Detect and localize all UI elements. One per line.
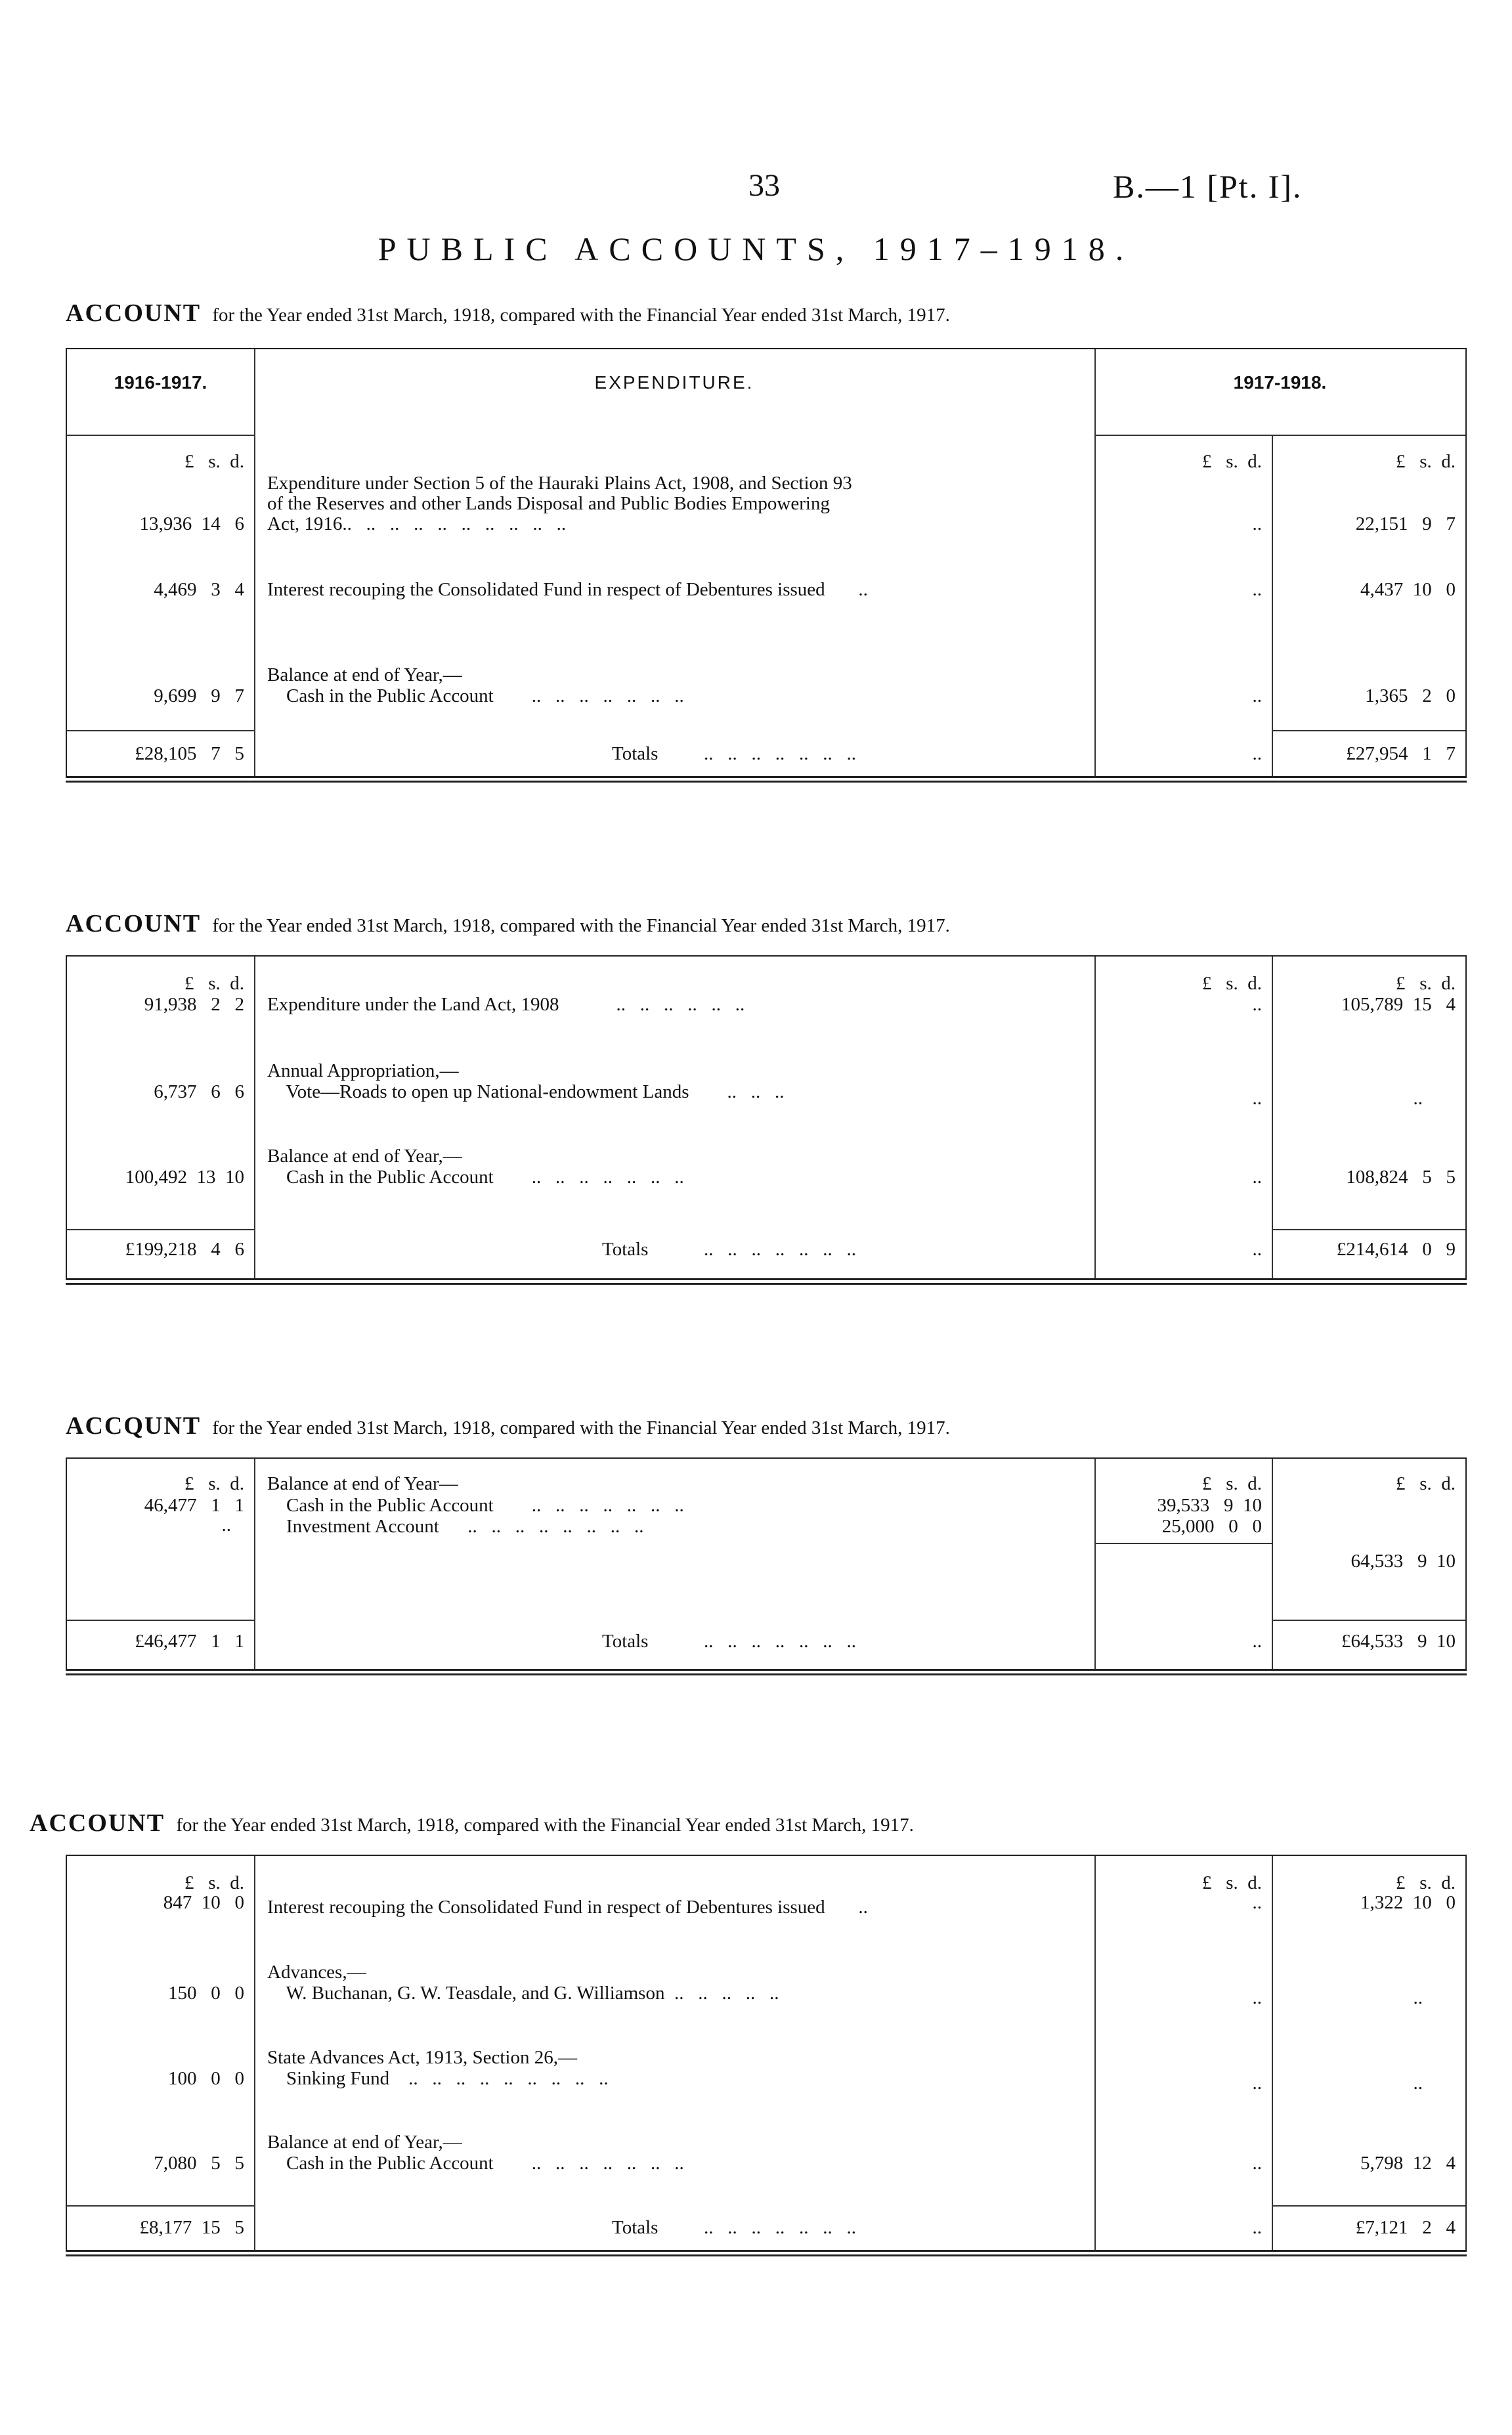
- cur-amount: 4,437 10 0: [1360, 579, 1456, 600]
- mid-amount: ..: [1252, 1987, 1262, 2008]
- prev-amount: 13,936 14 6: [139, 513, 244, 534]
- row-description-line: Cash in the Public Account .. .. .. .. .. .. ..: [267, 1167, 684, 1188]
- account-word: ACCOUNT: [66, 910, 202, 937]
- account-heading-1: [66, 299, 950, 328]
- mid-amount: 39,533 9 10: [1157, 1495, 1262, 1516]
- account-period: for the Year ended 31st March, 1918, compared with the Financial Year ended 31st March, 1917.: [212, 305, 950, 326]
- totals-label: Totals: [612, 743, 659, 764]
- mid-amount: 25,000 0 0: [1161, 1516, 1262, 1537]
- prev-amount: 9,699 9 7: [154, 685, 244, 706]
- cur-amount: 108,824 5 5: [1346, 1167, 1456, 1188]
- leader-dots: .. .. .. .. .. .. ..: [704, 2217, 856, 2238]
- cur-amount: 64,533 9 10: [1350, 1551, 1456, 1572]
- leader-dots: .. .. .. .. .. .. ..: [704, 1631, 856, 1652]
- row-description-line: Advances,—: [267, 1962, 366, 1983]
- pound-header: £ s. d.: [1395, 451, 1456, 472]
- account-table-4: [66, 1855, 1467, 2250]
- column-header-expenditure: EXPENDITURE.: [594, 372, 754, 393]
- prev-amount: 847 10 0: [163, 1892, 244, 1913]
- account-table-1: [66, 348, 1467, 776]
- account-period: for the Year ended 31st March, 1918, compared with the Financial Year ended 31st March, 1917.: [212, 1417, 950, 1438]
- pound-header: £ s. d.: [1395, 1872, 1456, 1893]
- cur-amount: 1,322 10 0: [1360, 1892, 1456, 1913]
- column-header-1917-1918: 1917-1918.: [1233, 372, 1327, 393]
- leader-dots: .. .. .. .. .. .. ..: [704, 1239, 856, 1260]
- row-description-line: Sinking Fund .. .. .. .. .. .. .. .. ..: [267, 2068, 609, 2089]
- mid-amount: ..: [1252, 1631, 1262, 1652]
- total-cur: £27,954 1 7: [1346, 743, 1456, 764]
- prev-amount: 100 0 0: [168, 2068, 244, 2089]
- prev-amount: ..: [221, 1515, 231, 1536]
- pound-header: £ s. d.: [1395, 1473, 1456, 1494]
- row-description-line: Balance at end of Year,—: [267, 2132, 462, 2153]
- account-word: ACCOUNT: [66, 299, 202, 327]
- total-prev: £199,218 4 6: [125, 1239, 244, 1260]
- row-description-line: Interest recouping the Consolidated Fund in respect of Debentures issued ..: [267, 579, 868, 600]
- pound-header: £ s. d.: [1395, 973, 1456, 994]
- page-number: 33: [748, 168, 780, 203]
- row-description-line: Cash in the Public Account .. .. .. .. .. .. ..: [267, 2153, 684, 2174]
- prev-amount: 100,492 13 10: [125, 1167, 244, 1188]
- row-description-line: Interest recouping the Consolidated Fund in respect of Debentures issued ..: [267, 1897, 868, 1918]
- mid-amount: ..: [1252, 1239, 1262, 1260]
- mid-amount: ..: [1252, 2073, 1262, 2094]
- page-title: PUBLIC ACCOUNTS, 1917–1918.: [378, 230, 1134, 267]
- pound-header: £ s. d.: [184, 1872, 244, 1893]
- prev-amount: 46,477 1 1: [144, 1495, 244, 1516]
- account-word: ACCOUNT: [30, 1809, 165, 1837]
- row-description-line: of the Reserves and other Lands Disposal and Public Bodies Empowering: [267, 493, 830, 514]
- totals-label: Totals: [602, 1239, 649, 1260]
- pound-header: £ s. d.: [1201, 973, 1262, 994]
- mid-amount: ..: [1252, 1088, 1262, 1109]
- total-cur: £7,121 2 4: [1355, 2217, 1456, 2238]
- row-description-line: Expenditure under the Land Act, 1908 .. .. .. .. .. ..: [267, 994, 745, 1015]
- total-prev: £28,105 7 5: [135, 743, 244, 764]
- row-description-line: Balance at end of Year—: [267, 1473, 458, 1494]
- mid-amount: ..: [1252, 685, 1262, 706]
- row-description-line: W. Buchanan, G. W. Teasdale, and G. Williamson .. .. .. .. ..: [267, 1983, 779, 2004]
- document-reference: B.—1 [Pt. I].: [1113, 168, 1303, 205]
- cur-amount: ..: [1413, 1987, 1423, 2008]
- row-description-line: Act, 1916.. .. .. .. .. .. .. .. .. ..: [267, 513, 567, 534]
- prev-amount: 4,469 3 4: [154, 579, 244, 600]
- total-cur: £214,614 0 9: [1336, 1239, 1456, 1260]
- mid-amount: ..: [1252, 994, 1262, 1015]
- prev-amount: 150 0 0: [168, 1983, 244, 2004]
- row-description-line: Balance at end of Year,—: [267, 1146, 462, 1167]
- pound-header: £ s. d.: [1201, 1473, 1262, 1494]
- cur-amount: 22,151 9 7: [1355, 513, 1456, 534]
- row-description-line: Cash in the Public Account .. .. .. .. .. .. ..: [267, 1495, 684, 1516]
- total-cur: £64,533 9 10: [1341, 1631, 1456, 1652]
- account-word: ACCQUNT: [66, 1412, 202, 1440]
- prev-amount: 7,080 5 5: [154, 2153, 244, 2174]
- account-heading-4: [30, 1809, 914, 1838]
- row-description-line: Investment Account .. .. .. .. .. .. .. ..: [267, 1516, 644, 1537]
- cur-amount: 5,798 12 4: [1360, 2153, 1456, 2174]
- account-heading-2: [66, 909, 950, 938]
- account-table-3: [66, 1457, 1467, 1669]
- cur-amount: ..: [1413, 2073, 1423, 2094]
- row-description-line: Vote—Roads to open up National-endowment Lands .. .. ..: [267, 1081, 785, 1102]
- account-table-2: [66, 955, 1467, 1278]
- pound-header: £ s. d.: [184, 973, 244, 994]
- mid-amount: ..: [1252, 743, 1262, 764]
- mid-amount: ..: [1252, 2153, 1262, 2174]
- account-period: for the Year ended 31st March, 1918, compared with the Financial Year ended 31st March, 1917.: [212, 915, 950, 936]
- column-header-1916-1917: 1916-1917.: [114, 372, 207, 393]
- row-description-line: Balance at end of Year,—: [267, 664, 462, 685]
- mid-amount: ..: [1252, 1892, 1262, 1913]
- totals-label: Totals: [602, 1631, 649, 1652]
- cur-amount: 105,789 15 4: [1341, 994, 1456, 1015]
- account-heading-3: [66, 1411, 950, 1440]
- mid-amount: ..: [1252, 2217, 1262, 2238]
- leader-dots: .. .. .. .. .. .. ..: [704, 743, 856, 764]
- row-description-line: Expenditure under Section 5 of the Hauraki Plains Act, 1908, and Section 93: [267, 473, 852, 494]
- row-description-line: State Advances Act, 1913, Section 26,—: [267, 2047, 577, 2068]
- pound-header: £ s. d.: [1201, 1872, 1262, 1893]
- mid-amount: ..: [1252, 1167, 1262, 1188]
- pound-header: £ s. d.: [1201, 451, 1262, 472]
- cur-amount: ..: [1413, 1088, 1423, 1109]
- cur-amount: 1,365 2 0: [1365, 685, 1456, 706]
- pound-header: £ s. d.: [184, 1473, 244, 1494]
- row-description-line: Cash in the Public Account .. .. .. .. .. .. ..: [267, 685, 684, 706]
- total-prev: £8,177 15 5: [139, 2217, 244, 2238]
- prev-amount: 6,737 6 6: [154, 1081, 244, 1102]
- account-period: for the Year ended 31st March, 1918, compared with the Financial Year ended 31st March, 1917.: [176, 1815, 914, 1836]
- totals-label: Totals: [612, 2217, 659, 2238]
- total-prev: £46,477 1 1: [135, 1631, 244, 1652]
- prev-amount: 91,938 2 2: [144, 994, 244, 1015]
- mid-amount: ..: [1252, 513, 1262, 534]
- pound-header: £ s. d.: [184, 451, 244, 472]
- row-description-line: Annual Appropriation,—: [267, 1060, 459, 1081]
- mid-amount: ..: [1252, 579, 1262, 600]
